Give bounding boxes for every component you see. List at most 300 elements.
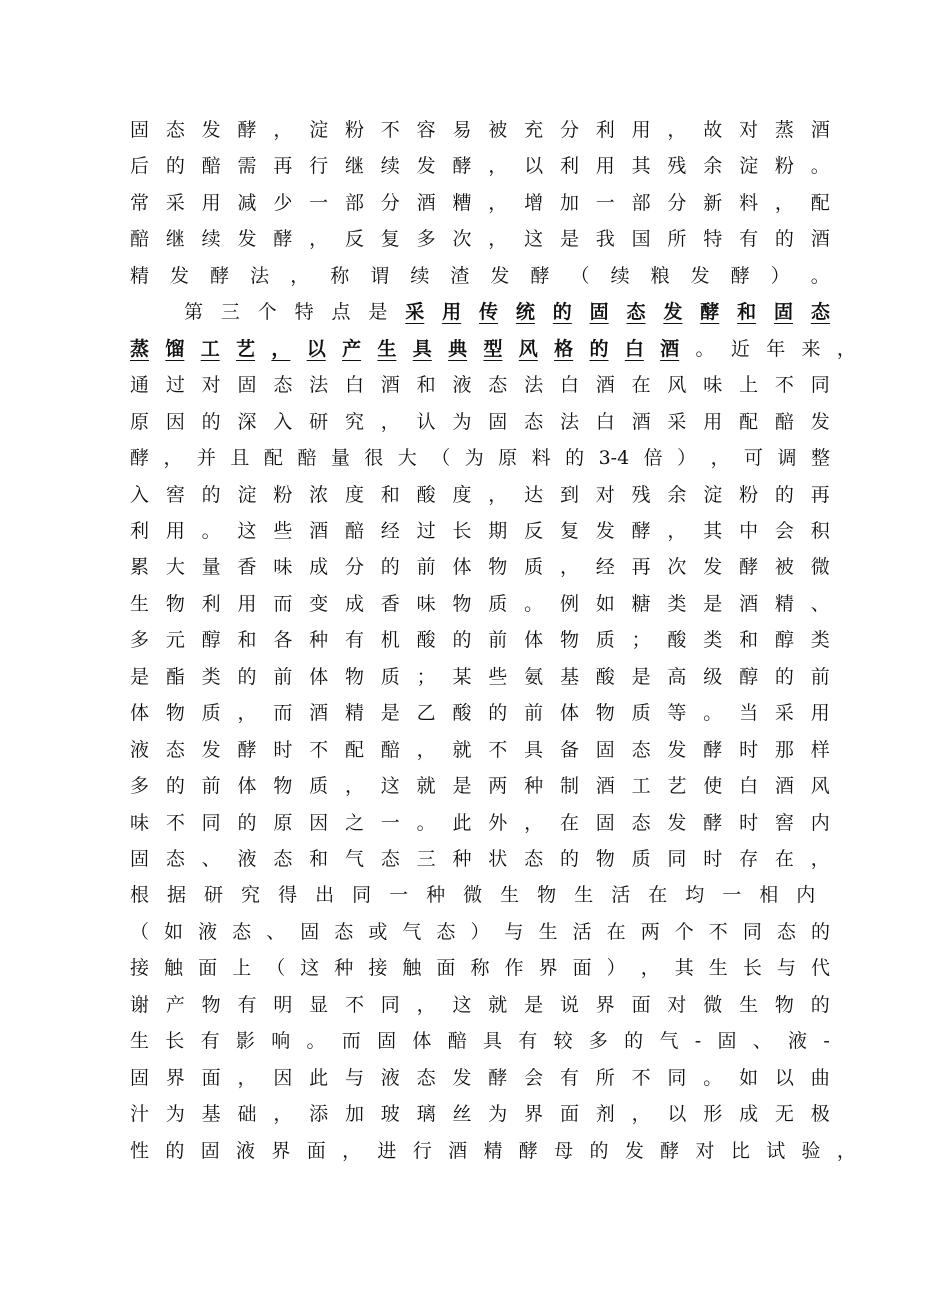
text-char: 态: [524, 410, 544, 433]
text-char: 窖: [165, 483, 185, 506]
text-char: 酒: [380, 374, 400, 397]
text-char: 传: [479, 301, 499, 324]
text-char: 酵: [739, 556, 759, 579]
text-char: 发: [663, 301, 683, 324]
text-char: 液: [198, 920, 218, 943]
text-char: ，: [488, 483, 508, 506]
text-char: （: [130, 920, 150, 943]
text-char: 用: [810, 702, 830, 725]
text-char: 发: [452, 1066, 472, 1089]
text-char: 个: [674, 920, 694, 943]
text-char: 同: [352, 884, 372, 907]
text-char: 个: [257, 301, 277, 324]
text-char: 酵: [210, 264, 230, 287]
text-char: 发: [667, 738, 687, 761]
text-line: [130, 877, 830, 913]
text-char: 液: [380, 1066, 400, 1089]
text-char: 固: [377, 1030, 397, 1053]
text-char: 酸: [595, 665, 615, 688]
text-char: 制: [559, 775, 579, 798]
text-char: 的: [589, 1139, 609, 1162]
text-char: 态: [631, 811, 651, 834]
text-char: 液: [452, 374, 472, 397]
text-char: 。: [703, 1066, 723, 1089]
text-char: 谓: [370, 264, 390, 287]
text-char: 特: [703, 228, 723, 251]
text-char: 液: [130, 738, 150, 761]
text-char: 明: [273, 993, 293, 1016]
text-char: 变: [309, 592, 329, 615]
text-char: 配: [263, 447, 283, 470]
text-char: 微: [810, 556, 830, 579]
text-char: 使: [703, 775, 723, 798]
text-line: [130, 987, 830, 1023]
text-char: 质: [595, 629, 615, 652]
text-char: 近: [730, 337, 750, 360]
text-char: ，: [836, 337, 856, 360]
text-char: 物: [201, 993, 221, 1016]
text-char: 丝: [452, 1103, 472, 1126]
text-char: 比: [730, 1139, 750, 1162]
text-line: [130, 805, 830, 841]
text-line: [130, 404, 830, 440]
text-char: ，: [273, 1103, 293, 1126]
text-char: 过: [165, 374, 185, 397]
text-char: 固: [130, 119, 150, 141]
text-char: 反: [524, 519, 544, 542]
text-line: [130, 841, 830, 877]
text-char: 有: [518, 1030, 538, 1053]
text-char: 两: [488, 775, 508, 798]
text-char: 质: [309, 775, 329, 798]
text-char: 面: [631, 993, 651, 1016]
text-char: 是: [703, 592, 723, 615]
text-char: 生: [708, 957, 728, 980]
text-char: 味: [703, 374, 723, 397]
text-char: 法: [559, 410, 579, 433]
text-char: 产: [342, 337, 362, 360]
text-char: 再: [631, 556, 651, 579]
text-char: 一: [309, 191, 329, 214]
text-char: 加: [344, 1103, 364, 1126]
text-char: 而: [273, 592, 293, 615]
text-char: 部: [631, 191, 651, 214]
text-char: 时: [739, 738, 759, 761]
text-char: 酒: [595, 374, 615, 397]
text-char: 增: [524, 191, 544, 214]
text-line: [130, 732, 830, 768]
text-char: 有: [344, 629, 364, 652]
text-char: 渣: [450, 264, 470, 287]
text-char: 界: [538, 957, 558, 980]
text-char: 精: [774, 592, 794, 615]
text-char: 多: [130, 775, 150, 798]
text-char: 酒: [309, 702, 329, 725]
text-char: 物: [774, 993, 794, 1016]
text-char: 粉: [774, 155, 794, 178]
text-char: 固: [200, 1139, 220, 1162]
text-char: 长: [742, 957, 762, 980]
text-char: 质: [631, 848, 651, 870]
text-char: 固: [130, 1066, 150, 1089]
text-char: 如: [164, 920, 184, 943]
text-char: 年: [766, 337, 786, 360]
text-char: 些: [273, 519, 293, 542]
text-char: 面: [436, 957, 456, 980]
text-char: 发: [237, 228, 257, 251]
text-char: 有: [237, 993, 257, 1016]
text-char: 固: [130, 848, 150, 870]
text-char: 续: [380, 155, 400, 178]
text-char: 用: [165, 519, 185, 542]
text-char: ）: [677, 447, 697, 470]
text-char: 到: [559, 483, 579, 506]
text-char: 酵: [130, 447, 150, 470]
text-char: 的: [774, 228, 794, 251]
text-char: 和: [237, 629, 257, 652]
text-char: 的: [552, 301, 572, 324]
text-char: 性: [130, 1139, 150, 1162]
text-char: 原: [498, 447, 518, 470]
text-char: 上: [232, 957, 252, 980]
text-char: 的: [201, 483, 221, 506]
text-char: 发: [810, 410, 830, 433]
text-char: 通: [130, 374, 150, 397]
text-char: 时: [703, 848, 723, 870]
text-char: 采: [774, 702, 794, 725]
text-char: 对: [595, 483, 615, 506]
text-char: 淀: [309, 119, 329, 141]
text-char: 原: [130, 410, 150, 433]
text-char: ，: [710, 447, 730, 470]
text-char: 是: [452, 775, 472, 798]
text-char: -: [823, 1030, 830, 1053]
text-char: 与: [776, 957, 796, 980]
text-char: 复: [380, 228, 400, 251]
text-char: 期: [488, 519, 508, 542]
text-char: 国: [631, 228, 651, 251]
text-char: 酸: [416, 483, 436, 506]
text-char: 生: [538, 920, 558, 943]
text-char: ，: [640, 957, 660, 980]
text-char: 被: [774, 556, 794, 579]
text-char: 行: [412, 1139, 432, 1162]
text-char: 气: [402, 920, 422, 943]
text-char: 新: [703, 191, 723, 214]
text-char: ，: [342, 1139, 362, 1162]
text-char: 与: [344, 1066, 364, 1089]
text-char: 馏: [165, 337, 185, 360]
text-char: 型: [483, 337, 503, 360]
text-char: ，: [416, 993, 436, 1016]
text-char: 。: [524, 592, 544, 615]
text-char: 液: [236, 1139, 256, 1162]
text-char: 糖: [631, 592, 651, 615]
text-char: 发: [201, 119, 221, 141]
text-char: 香: [380, 592, 400, 615]
text-char: 在: [774, 848, 794, 870]
text-char: 白: [739, 775, 759, 798]
text-char: 酵: [518, 1139, 538, 1162]
text-char: 与: [504, 920, 524, 943]
text-char: ；: [416, 665, 436, 688]
text-char: 精: [344, 702, 364, 725]
text-char: 界: [595, 993, 615, 1016]
text-char: 料: [739, 191, 759, 214]
text-char: 的: [165, 1139, 185, 1162]
text-char: 是: [368, 301, 388, 324]
text-char: 继: [344, 155, 364, 178]
text-char: 深: [237, 410, 257, 433]
text-char: 态: [416, 1066, 436, 1089]
text-char: 利: [595, 119, 615, 141]
text-line: [130, 148, 830, 184]
text-char: 称: [470, 957, 490, 980]
text-char: ，: [237, 1066, 257, 1089]
text-char: 香: [237, 556, 257, 579]
text-char: 据: [167, 884, 187, 907]
text-char: 物: [559, 629, 579, 652]
text-char: 。: [810, 264, 830, 287]
text-char: 可: [744, 447, 764, 470]
text-char: 试: [766, 1139, 786, 1162]
text-char: 多: [588, 1030, 608, 1053]
text-char: 状: [488, 848, 508, 870]
text-char: 量: [201, 556, 221, 579]
text-char: 白: [595, 410, 615, 433]
text-char: 不: [309, 738, 329, 761]
text-char: 淀: [237, 483, 257, 506]
text-char: 对: [695, 1139, 715, 1162]
text-char: 响: [271, 1030, 291, 1053]
text-char: ，: [271, 337, 291, 360]
text-char: 某: [452, 665, 472, 688]
text-char: 、: [201, 848, 221, 870]
text-char: 态: [380, 848, 400, 870]
text-char: 酵: [700, 301, 720, 324]
text-char: 生: [130, 1030, 150, 1053]
text-char: 母: [554, 1139, 574, 1162]
text-char: 酯: [165, 665, 185, 688]
text-char: 酵: [660, 1139, 680, 1162]
text-char: 其: [703, 519, 723, 542]
text-char: 酒: [810, 228, 830, 251]
text-char: 有: [559, 1066, 579, 1089]
text-char: 经: [380, 519, 400, 542]
text-char: 一: [595, 191, 615, 214]
text-char: 质: [488, 592, 508, 615]
text-char: 界: [524, 1103, 544, 1126]
text-char: 的: [165, 155, 185, 178]
text-char: 高: [667, 665, 687, 688]
text-char: 酵: [530, 264, 550, 287]
text-char: 被: [488, 119, 508, 141]
text-char: 剂: [595, 1103, 615, 1126]
text-char: 类: [703, 629, 723, 652]
text-char: 显: [309, 993, 329, 1016]
text-char: 或: [368, 920, 388, 943]
text-char: 的: [810, 993, 830, 1016]
text-char: 微: [463, 884, 483, 907]
text-char: 白: [344, 374, 364, 397]
text-char: 不: [165, 811, 185, 834]
text-char: 酸: [416, 629, 436, 652]
text-char: （: [431, 447, 451, 470]
text-char: 粮: [650, 264, 670, 287]
text-char: 的: [488, 702, 508, 725]
text-char: 成: [309, 556, 329, 579]
text-char: 在: [606, 920, 626, 943]
text-char: 再: [273, 155, 293, 178]
text-char: 醇: [774, 629, 794, 652]
text-char: 态: [626, 301, 646, 324]
text-char: 酒: [309, 519, 329, 542]
text-char: 的: [624, 1030, 644, 1053]
text-char: 累: [130, 556, 150, 579]
text-char: 以: [306, 337, 326, 360]
text-char: 代: [810, 957, 830, 980]
text-char: 因: [309, 811, 329, 834]
text-line: [130, 914, 830, 950]
text-char: 面: [306, 1139, 326, 1162]
text-char: 酒: [416, 191, 436, 214]
text-line: [130, 1133, 856, 1169]
text-char: 影: [235, 1030, 255, 1053]
text-char: 不: [344, 993, 364, 1016]
text-char: 浓: [309, 483, 329, 506]
text-line: [184, 294, 830, 330]
text-char: 加: [559, 191, 579, 214]
text-char: 配: [739, 410, 759, 433]
text-char: 同: [201, 811, 221, 834]
text-char: 和: [739, 629, 759, 652]
text-char: 发: [201, 738, 221, 761]
text-char: 外: [488, 811, 508, 834]
text-char: 醇: [201, 629, 221, 652]
text-char: 种: [452, 848, 472, 870]
text-char: 就: [416, 775, 436, 798]
text-char: 在: [559, 811, 579, 834]
text-char: 前: [416, 556, 436, 579]
text-char: 醇: [739, 665, 759, 688]
text-char: 认: [416, 410, 436, 433]
text-char: 点: [331, 301, 351, 324]
text-char: ，: [559, 556, 579, 579]
text-char: 余: [703, 155, 723, 178]
text-char: 同: [380, 993, 400, 1016]
text-char: 酵: [237, 738, 257, 761]
text-char: 以: [524, 155, 544, 178]
text-char: 较: [553, 1030, 573, 1053]
text-char: 粉: [739, 483, 759, 506]
text-char: 发: [416, 155, 436, 178]
text-char: 多: [416, 228, 436, 251]
text-char: 酵: [730, 264, 750, 287]
text-char: 精: [130, 264, 150, 287]
text-char: 醅: [130, 228, 150, 251]
text-char: 物: [165, 592, 185, 615]
text-char: 基: [201, 1103, 221, 1126]
text-char: 极: [810, 1103, 830, 1126]
text-char: 和: [416, 374, 436, 397]
text-char: 对: [201, 374, 221, 397]
text-char: 醅: [344, 519, 364, 542]
text-char: 内: [810, 811, 830, 834]
text-char: 具: [412, 337, 432, 360]
text-char: （: [266, 957, 286, 980]
text-char: 发: [170, 264, 190, 287]
text-char: 无: [774, 1103, 794, 1126]
text-char: 此: [309, 1066, 329, 1089]
text-line: [130, 622, 830, 658]
text-char: 存: [739, 848, 759, 870]
text-char: 是: [130, 665, 150, 688]
text-line: [130, 185, 830, 221]
text-char: 物: [165, 702, 185, 725]
text-char: 是: [380, 702, 400, 725]
text-char: 这: [380, 775, 400, 798]
text-char: ，: [488, 228, 508, 251]
text-char: 生: [377, 337, 397, 360]
text-char: 液: [237, 848, 257, 870]
text-char: 酒: [595, 775, 615, 798]
text-char: 固: [595, 738, 615, 761]
text-char: 汁: [130, 1103, 150, 1126]
text-char: 蒸: [130, 337, 150, 360]
text-char: 复: [559, 519, 579, 542]
text-char: 蒸: [774, 119, 794, 141]
text-char: 用: [442, 301, 462, 324]
text-char: 体: [559, 702, 579, 725]
text-char: 面: [572, 957, 592, 980]
text-char: -: [694, 1030, 702, 1053]
text-char: （: [570, 264, 590, 287]
text-char: 采: [405, 301, 425, 324]
text-char: 酵: [237, 119, 257, 141]
text-char: 就: [452, 738, 472, 761]
text-char: 为: [165, 1103, 185, 1126]
text-char: 为: [488, 1103, 508, 1126]
text-line: [130, 367, 830, 403]
text-char: 多: [130, 629, 150, 652]
text-char: 根: [130, 884, 150, 907]
text-char: 残: [631, 483, 651, 506]
text-char: 分: [344, 556, 364, 579]
text-char: 行: [309, 155, 329, 178]
text-char: 配: [344, 738, 364, 761]
text-char: 续: [410, 264, 430, 287]
text-char: 对: [739, 119, 759, 141]
text-char: 面: [198, 957, 218, 980]
text-char: 上: [739, 374, 759, 397]
text-char: 故: [703, 119, 723, 141]
text-char: 酵: [703, 811, 723, 834]
text-line: [130, 221, 830, 257]
text-char: 次: [667, 556, 687, 579]
text-line: [130, 1096, 830, 1132]
text-char: 次: [452, 228, 472, 251]
text-char: 体: [237, 775, 257, 798]
text-char: 发: [595, 519, 615, 542]
text-char: 前: [810, 665, 830, 688]
text-char: 称: [330, 264, 350, 287]
text-char: 谢: [130, 993, 150, 1016]
text-char: 发: [624, 1139, 644, 1162]
text-char: 时: [273, 738, 293, 761]
text-char: 淀: [703, 483, 723, 506]
text-char: 产: [165, 993, 185, 1016]
text-char: 类: [667, 592, 687, 615]
